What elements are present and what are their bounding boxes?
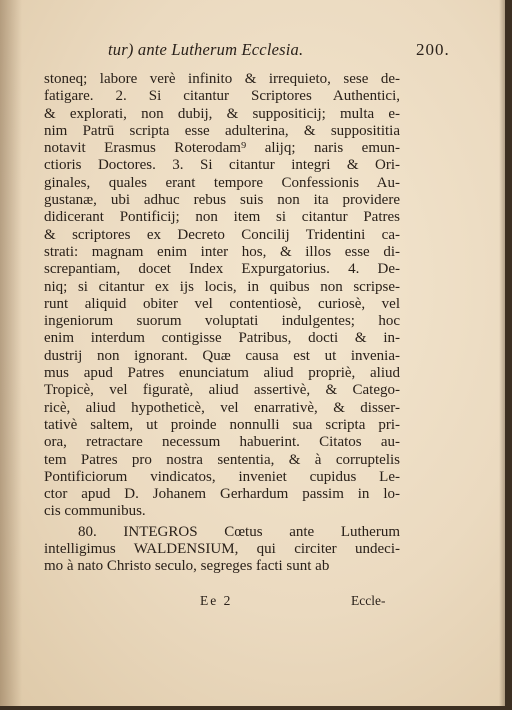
text-line: 80. INTEGROS Cœtus ante Lutherum — [78, 523, 400, 540]
text-line: Tropicè, vel figuratè, aliud assertivè, & Catego- — [44, 382, 400, 399]
catchword: Eccle- — [351, 593, 386, 608]
text-line: ingeniorum suorum voluptati indulgentes; hoc — [44, 313, 400, 330]
running-title: tur) ante Lutherum Ecclesia. — [108, 40, 304, 59]
text-line: strati: magnam enim inter hos, & illos esse di- — [44, 243, 400, 260]
text-line: niq; si citantur ex ijs locis, in quibus non scripse- — [44, 278, 400, 295]
text-line: & scriptores ex Decreto Concilij Tridentini ca- — [44, 226, 400, 243]
signature-mark: Ee 2 — [200, 593, 233, 608]
text-line: ginales, quales erant tempore Confessionis Au- — [44, 174, 400, 191]
text-line: ctor apud D. Johanem Gerhardum passim in lo- — [44, 486, 400, 503]
text-line: Pontificiorum vindicatos, inveniet cupidus Le- — [44, 468, 400, 485]
text-line: gustanæ, ubi adhuc rebus suis non ita providere — [44, 192, 400, 209]
text-line: ricè, aliud hypotheticè, vel enarrativè, & disser- — [44, 399, 400, 416]
text-line: fatigare. 2. Si citantur Scriptores Authentici, — [44, 88, 400, 105]
text-line: dustrij non ignorant. Quæ causa est ut invenia- — [44, 347, 400, 364]
text-line: nim Patrū scripta esse adulterina, & supposititia — [44, 122, 400, 139]
text-line: tem Patres pro nostra sententia, & à corruptelis — [44, 451, 400, 468]
text-line: didicerant Pontificij; non item si citantur Patres — [44, 209, 400, 226]
text-line: mo à nato Christo seculo, segreges facti sunt ab — [44, 558, 330, 575]
page-number: 200. — [416, 40, 450, 59]
running-head — [0, 40, 505, 64]
paragraph-80 — [44, 524, 400, 576]
text-line: screpantiam, docet Index Expurgatorius. 4. De- — [44, 261, 400, 278]
text-line: enim interdum contigisse Patribus, docti & in- — [44, 330, 400, 347]
text-block — [44, 71, 400, 576]
page-footer — [0, 593, 505, 611]
text-line: ora, retractare necessum habuerint. Citatos au- — [44, 434, 400, 451]
text-line: stoneq; labore verè infinito & irrequieto, sese de- — [44, 71, 400, 87]
text-line: cis communibus. — [44, 503, 146, 520]
text-line: tativè saltem, ut proinde nonnulli sua scripta pri- — [44, 416, 400, 433]
text-line: & explorati, non dubij, & suppositicij; multa e- — [44, 105, 400, 122]
text-line: mus apud Patres enunciatum aliud propriè, aliud — [44, 365, 400, 382]
text-line: notavit Erasmus Roterodam⁹ alijq; naris emun- — [44, 140, 400, 157]
text-line: runt aliquid obiter vel contentiosè, curiosè, vel — [44, 295, 400, 312]
text-line: ctioris Doctores. 3. Si citantur integri & Ori- — [44, 157, 400, 174]
text-line: intelligimus WALDENSIUM, qui circiter undeci- — [44, 541, 400, 558]
paragraph-continuation — [44, 71, 400, 521]
